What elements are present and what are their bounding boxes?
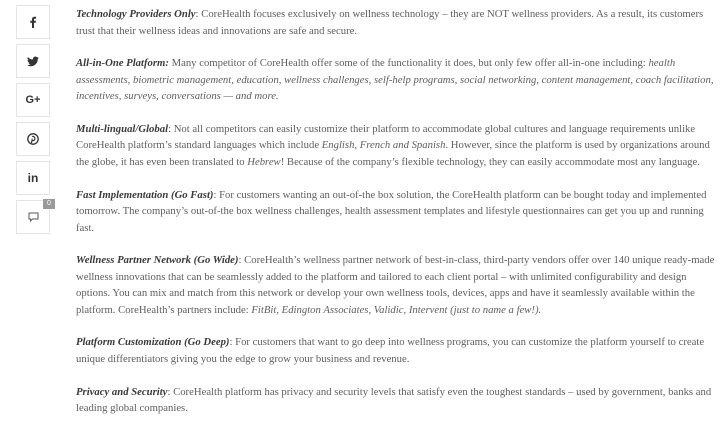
paragraph-fast-implementation [76, 187, 718, 237]
pinterest-icon [27, 133, 39, 145]
paragraph-text: : Not all competitors can easily customize their platform to accommodate global cultures and language requirements unlike CoreHealth platform’s standard languages which include [76, 122, 696, 152]
twitter-icon [27, 56, 39, 67]
paragraph-heading: Wellness Partner Network (Go Wide) [76, 254, 239, 267]
paragraph-emphasis: health assessments, biometric management, education, wellness challenges, self-help programs, social networking, content management, coach facilitation, incentives, surveys, conversations — and more. [76, 57, 714, 103]
article-body [76, 6, 718, 433]
paragraph-heading: Fast Implementation (Go Fast) [76, 188, 214, 201]
paragraph-text: ! Because of the company’s flexible technology, they can easily accommodate most any language. [280, 155, 700, 168]
paragraph-technology-providers [76, 6, 718, 39]
facebook-share-button[interactable] [16, 5, 50, 39]
comment-count-badge: 0 [43, 199, 55, 209]
google-plus-share-button[interactable] [16, 83, 50, 117]
paragraph-text: : For customers that want to go deep into wellness programs, you can customize the platform yourself to create unique differentiators giving you the edge to grow your business and revenue. [76, 336, 705, 365]
linkedin-icon: in [27, 171, 39, 185]
paragraph-text: . However, since the platform is used by organizations around the globe, it has even been translated to [76, 139, 710, 168]
paragraph-text: Many competitor of CoreHealth offer some of the functionality it does, but only few offer all-in-one including: [168, 57, 649, 70]
google-plus-icon: G+ [25, 94, 41, 106]
paragraph-privacy-security [76, 384, 718, 417]
paragraph-emphasis: English, French and Spanish [321, 139, 446, 152]
paragraph-heading: Multi-lingual/Global [76, 122, 169, 135]
paragraph-text: : For customers wanting an out-of-the box solution, the CoreHealth platform can be bought today and implemented tomorrow. The company’s out-of-the box wellness challenges, health assessment templates and lifestyle questionnaires can get you up and running fast. [76, 188, 707, 234]
paragraph-partner-network [76, 252, 718, 318]
paragraph-emphasis: Hebrew [247, 155, 281, 168]
paragraph-text: : CoreHealth platform has privacy and security levels that satisfy even the toughest standards – used by government, banks and leading global companies. [76, 385, 712, 415]
pinterest-share-button[interactable] [16, 122, 50, 156]
paragraph-platform-customization [76, 334, 718, 367]
paragraph-heading: Privacy and Security [76, 385, 168, 398]
paragraph-multilingual [76, 121, 718, 171]
comment-icon [28, 212, 39, 222]
social-share-bar [16, 5, 50, 239]
paragraph-heading: Technology Providers Only [76, 8, 196, 20]
paragraph-heading: Platform Customization (Go Deep) [76, 336, 230, 349]
comments-button[interactable] [16, 200, 50, 234]
twitter-share-button[interactable] [16, 44, 50, 78]
paragraph-heading: All-in-One Platform: [76, 57, 169, 70]
paragraph-emphasis: FitBit, Edington Associates, Validic, Intervent (just to name a few!). [251, 303, 542, 316]
facebook-icon [27, 16, 39, 28]
paragraph-text: : CoreHealth focuses exclusively on wellness technology – they are NOT wellness providers. As a result, its customers trust that their wellness ideas and innovations are safe and secure. [76, 8, 704, 37]
paragraph-text: : CoreHealth’s wellness partner network of best-in-class, third-party vendors offer over 140 unique ready-made wellness innovations that can be seamlessly added to the platform and tailored to each client portal – with unlimited configurability and design options. You can mix and match from this network or develop your own wellness tools, devices, apps and have it seamlessly available within the platform. CoreHealth’s partners include: [76, 254, 715, 316]
paragraph-all-in-one [76, 55, 718, 105]
linkedin-share-button[interactable] [16, 161, 50, 195]
